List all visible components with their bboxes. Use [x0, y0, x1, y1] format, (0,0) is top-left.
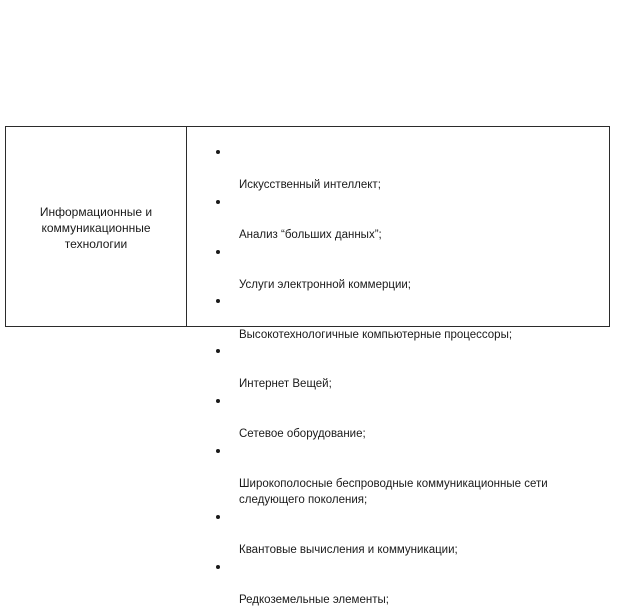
list-item-text: Сетевое оборудование; [239, 428, 366, 441]
list-item [187, 343, 609, 393]
list-item-text: Квантовые вычисления и коммуникации; [239, 544, 458, 557]
list-item-text: Редкоземельные элементы; [239, 594, 389, 607]
list-item [187, 244, 609, 294]
list-item-text: Услуги электронной коммерции; [239, 278, 412, 291]
technology-list [187, 144, 609, 609]
items-cell [187, 127, 609, 607]
list-item [187, 509, 609, 559]
list-item-text: Интернет Вещей; [239, 378, 332, 391]
list-item-text: Высокотехнологичные компьютерные процессоры; [239, 328, 513, 341]
list-item [187, 393, 609, 443]
category-cell [6, 127, 187, 326]
bullet-icon [216, 349, 220, 353]
list-item [187, 194, 609, 244]
list-item [187, 559, 609, 609]
category-label: Информационные и коммуникационные технологии [39, 204, 153, 251]
bullet-icon [216, 250, 220, 254]
list-item-text: Анализ “больших данных”; [239, 228, 382, 241]
list-item [187, 443, 609, 509]
list-item [187, 144, 609, 194]
list-item-text: Искусственный интеллект; [239, 179, 381, 192]
technology-table [5, 126, 610, 607]
bullet-icon [216, 449, 220, 453]
bullet-icon [216, 150, 220, 154]
bullet-icon [216, 515, 220, 519]
bullet-icon [216, 565, 220, 569]
bullet-icon [216, 200, 220, 204]
bullet-icon [216, 399, 220, 403]
list-item [187, 293, 609, 343]
list-item-text: Широкополосные беспроводные коммуникационные сети следующего поколения; [239, 477, 548, 507]
bullet-icon [216, 299, 220, 303]
